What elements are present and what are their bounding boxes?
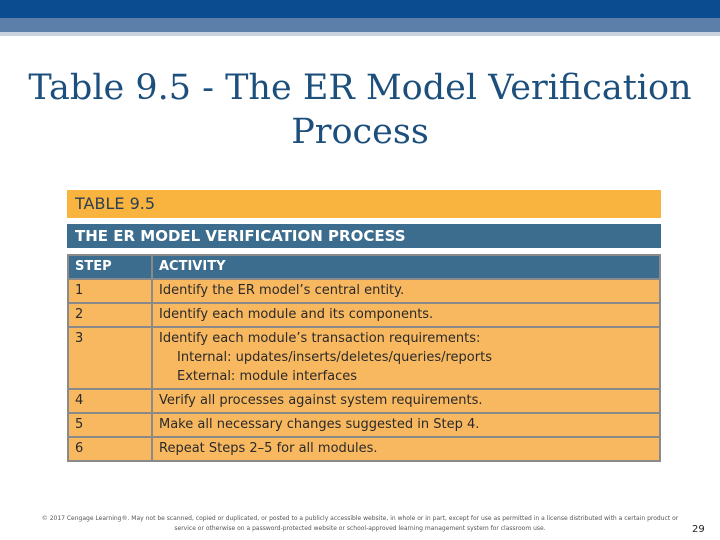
- top-banner-stripe: [0, 32, 720, 36]
- step-cell: 2: [69, 304, 151, 326]
- table-row: [69, 438, 659, 460]
- activity-cell: [153, 328, 659, 388]
- slide-title: Table 9.5 - The ER Model Verification Process: [28, 68, 692, 152]
- top-banner: [0, 0, 720, 18]
- table-row: [69, 304, 659, 326]
- table-row: [69, 390, 659, 412]
- table-row: [69, 328, 659, 388]
- page-number: 29: [692, 524, 705, 535]
- step-cell: 5: [69, 414, 151, 436]
- activity-detail: Internal: updates/inserts/deletes/queries/reports: [177, 350, 492, 365]
- activity-detail: External: module interfaces: [177, 369, 358, 384]
- table-caption: THE ER MODEL VERIFICATION PROCESS: [67, 224, 661, 248]
- top-banner-band: [0, 18, 720, 32]
- step-cell: 3: [69, 328, 151, 388]
- copyright-notice: © 2017 Cengage Learning®. May not be scanned, copied or duplicated, or posted to a publicly accessible website, in whole or in part, except for use as permitted in a license distributed with a certain product or service or otherwise on a password-protected website or school-approved learning management system for classroom use.: [41, 515, 679, 532]
- table-header-row: [69, 256, 659, 278]
- table-grid: [67, 254, 661, 462]
- activity-cell: Verify all processes against system requirements.: [153, 390, 659, 412]
- table-label: TABLE 9.5: [67, 190, 661, 218]
- step-cell: 1: [69, 280, 151, 302]
- table-row: [69, 414, 659, 436]
- activity-cell: Identify the ER model’s central entity.: [153, 280, 659, 302]
- header-activity: ACTIVITY: [153, 256, 659, 278]
- table-row: [69, 280, 659, 302]
- activity-cell: Identify each module and its components.: [153, 304, 659, 326]
- activity-text: Identify each module’s transaction requirements:: [159, 331, 481, 346]
- step-cell: 4: [69, 390, 151, 412]
- activity-cell: Make all necessary changes suggested in Step 4.: [153, 414, 659, 436]
- activity-cell: Repeat Steps 2–5 for all modules.: [153, 438, 659, 460]
- step-cell: 6: [69, 438, 151, 460]
- verification-table: [67, 190, 661, 462]
- header-step: STEP: [69, 256, 151, 278]
